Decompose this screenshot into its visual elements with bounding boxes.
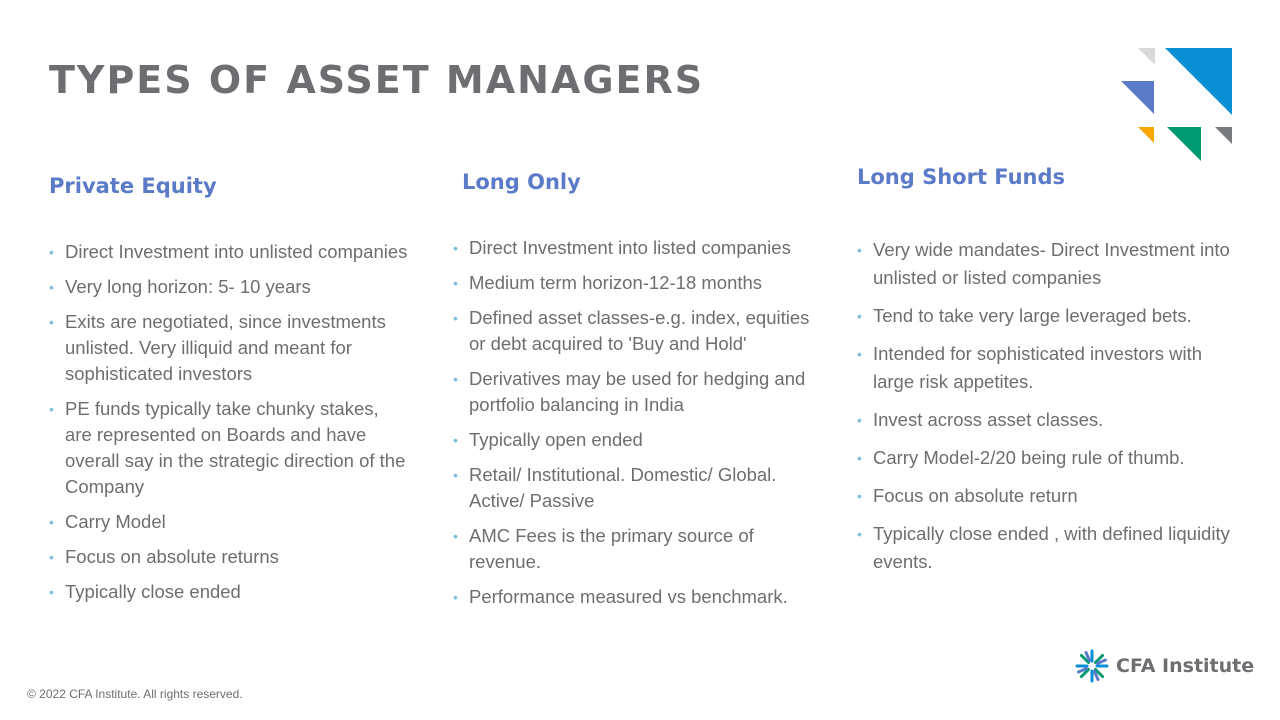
list-item: • PE funds typically take chunky stakes, are represented on Boards and have overall say in the strategic direction of the Company xyxy=(49,396,409,500)
list-item: • Medium term horizon-12-18 months xyxy=(453,270,825,296)
decorative-triangles xyxy=(1110,40,1235,165)
list-item: • Tend to take very large leveraged bets. xyxy=(857,302,1237,330)
deco-triangle-blue xyxy=(1165,48,1232,115)
list-item: • Focus on absolute return xyxy=(857,482,1237,510)
list-item: • AMC Fees is the primary source of revenue. xyxy=(453,523,825,575)
deco-triangle-orange xyxy=(1138,127,1154,143)
list-item: • Carry Model xyxy=(49,509,409,535)
globe-logo-icon xyxy=(1074,648,1110,684)
list-item: • Exits are negotiated, since investments unlisted. Very illiquid and meant for sophisticated investors xyxy=(49,309,409,387)
private-equity-column xyxy=(49,174,409,614)
deco-triangle-periwinkle xyxy=(1121,81,1154,114)
list-item: • Very long horizon: 5- 10 years xyxy=(49,274,409,300)
logo-text: CFA Institute xyxy=(1116,655,1255,677)
deco-triangle-green xyxy=(1167,127,1201,161)
column-heading-private-equity: Private Equity xyxy=(49,174,217,198)
deco-triangle-gray xyxy=(1215,127,1232,144)
list-item: • Invest across asset classes. xyxy=(857,406,1237,434)
column-heading-long-short-funds: Long Short Funds xyxy=(857,165,1066,189)
cfa-institute-logo xyxy=(1074,648,1254,684)
list-item: • Focus on absolute returns xyxy=(49,544,409,570)
column-heading-long-only: Long Only xyxy=(462,170,581,194)
list-item: • Performance measured vs benchmark. xyxy=(453,584,825,610)
list-item: • Typically open ended xyxy=(453,427,825,453)
list-item: • Retail/ Institutional. Domestic/ Global. Active/ Passive xyxy=(453,462,825,514)
copyright-footer: © 2022 CFA Institute. All rights reserved. xyxy=(27,687,243,701)
deco-triangle-light xyxy=(1138,48,1155,65)
long-short-funds-column xyxy=(857,165,1237,586)
list-item: • Carry Model-2/20 being rule of thumb. xyxy=(857,444,1237,472)
bullet-list xyxy=(453,235,825,610)
list-item: • Typically close ended xyxy=(49,579,409,605)
list-item: • Direct Investment into listed companies xyxy=(453,235,825,261)
page-title: TYPES OF ASSET MANAGERS xyxy=(49,58,705,102)
list-item: • Intended for sophisticated investors with large risk appetites. xyxy=(857,340,1237,396)
long-only-column xyxy=(453,170,825,619)
list-item: • Very wide mandates- Direct Investment into unlisted or listed companies xyxy=(857,236,1237,292)
bullet-list xyxy=(49,239,409,605)
list-item: • Typically close ended , with defined liquidity events. xyxy=(857,520,1237,576)
list-item: • Direct Investment into unlisted companies xyxy=(49,239,409,265)
list-item: • Derivatives may be used for hedging and portfolio balancing in India xyxy=(453,366,825,418)
list-item: • Defined asset classes-e.g. index, equities or debt acquired to 'Buy and Hold' xyxy=(453,305,825,357)
bullet-list xyxy=(857,236,1237,576)
